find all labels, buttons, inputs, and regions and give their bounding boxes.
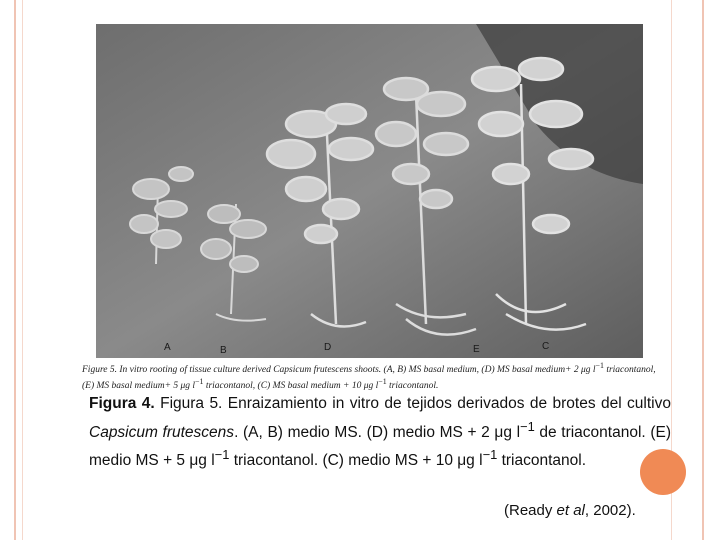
citation: (Ready et al, 2002). <box>504 502 636 519</box>
photo-label-d: D <box>324 342 332 353</box>
figure-caption: Figura 4. Figura 5. Enraizamiento in vitro de tejidos derivados de brotes del cultivo Capsicum frutescens. (A, B) medio MS. (D) medio MS + 2 μg $l^{-1}$ de triacontanol. (E) medio MS + 5 μg $l^{-1}$ triacontanol. (C) medio MS + 10 μg $l^{-1}$ triacontanol. <box>89 395 672 470</box>
photo-label-c: C <box>542 341 550 352</box>
original-figure-caption: Figure 5. In vitro rooting of tissue culture derived Capsicum frutescens shoots. (A, B) MS basal medium, (D) MS basal medium+ 2 μg $l^{-1}$ triacontanol, (E) MS basal medium+ 5 μg $l^{-1}$ triacontanol, (C) MS basal medium + 10 μg $l^{-1}$ triacontanol. <box>82 361 656 392</box>
figure-label: Figura 4. <box>89 395 155 412</box>
original-figure-label: Figure 5. <box>82 365 118 376</box>
species-name: Capsicum frutescens <box>89 423 235 441</box>
photo-label-b: B <box>220 345 227 356</box>
photo-label-a: A <box>164 342 171 353</box>
plant-photo-image <box>96 24 643 358</box>
decorative-circle <box>640 449 686 495</box>
plant-photo <box>96 24 643 358</box>
photo-label-e: E <box>473 344 480 355</box>
